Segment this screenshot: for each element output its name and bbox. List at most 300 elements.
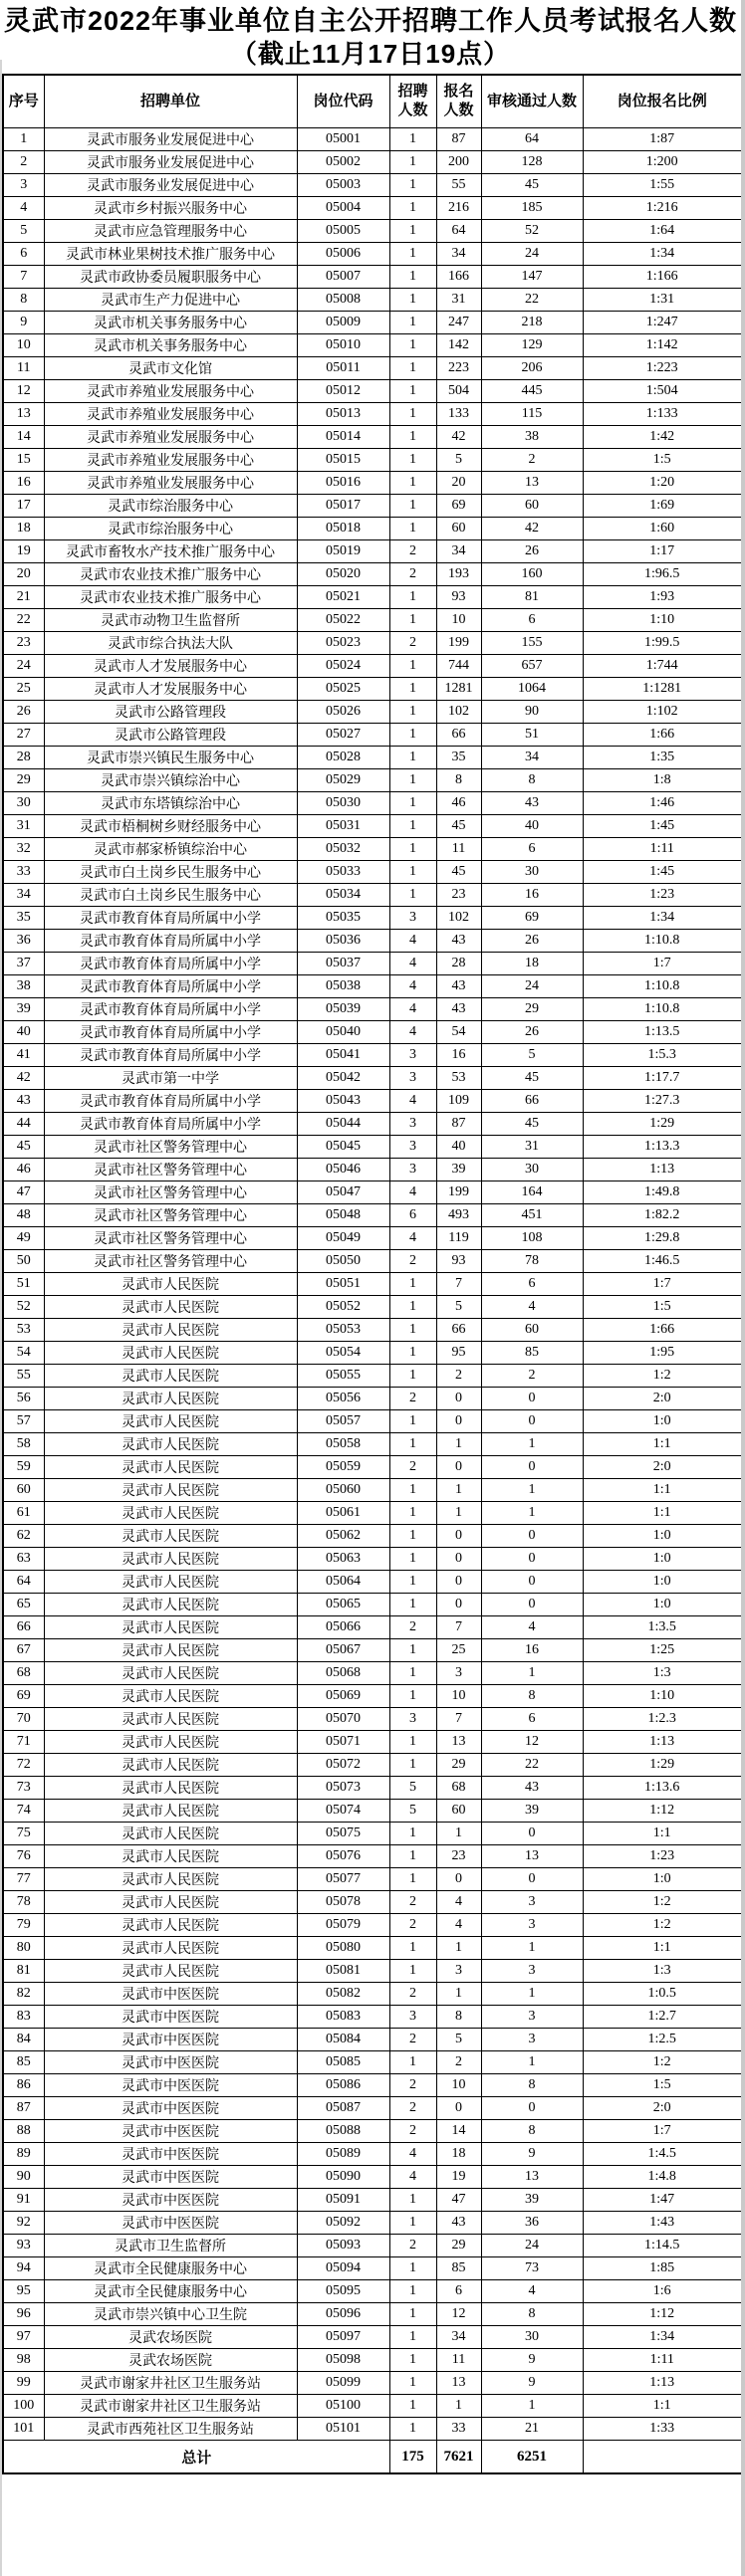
cell-approved: 39: [481, 2189, 583, 2212]
cell-code: 05023: [297, 632, 389, 655]
cell-seq: 74: [3, 1800, 44, 1823]
cell-applied: 35: [436, 747, 481, 769]
cell-applied: 5: [436, 449, 481, 472]
cell-applied: 93: [436, 586, 481, 609]
cell-seq: 62: [3, 1525, 44, 1548]
cell-approved: 39: [481, 1800, 583, 1823]
cell-unit: 灵武市中医医院: [44, 2189, 297, 2212]
cell-ratio: 1:60: [583, 518, 742, 540]
table-row: [3, 2189, 742, 2212]
cell-unit: 灵武市人民医院: [44, 1502, 297, 1525]
cell-unit: 灵武市综治服务中心: [44, 518, 297, 540]
table-row: [3, 1548, 742, 1571]
table-row: [3, 495, 742, 518]
cell-seq: 67: [3, 1639, 44, 1662]
cell-code: 05034: [297, 884, 389, 907]
cell-approved: 1: [481, 1502, 583, 1525]
table-row: [3, 655, 742, 678]
cell-ratio: 1:17: [583, 540, 742, 563]
cell-recruit: 1: [389, 289, 436, 312]
cell-seq: 41: [3, 1044, 44, 1067]
cell-ratio: 1:1281: [583, 678, 742, 701]
cell-recruit: 1: [389, 1823, 436, 1845]
cell-code: 05048: [297, 1204, 389, 1227]
cell-approved: 9: [481, 2372, 583, 2395]
cell-approved: 1: [481, 1433, 583, 1456]
table-row: [3, 1204, 742, 1227]
cell-code: 05029: [297, 769, 389, 792]
table-row: [3, 2418, 742, 2441]
cell-recruit: 1: [389, 815, 436, 838]
cell-ratio: 1:64: [583, 220, 742, 243]
table-row: [3, 1525, 742, 1548]
cell-unit: 灵武市文化馆: [44, 357, 297, 380]
cell-ratio: 1:12: [583, 1800, 742, 1823]
cell-seq: 75: [3, 1823, 44, 1845]
cell-approved: 160: [481, 563, 583, 586]
cell-unit: 灵武市社区警务管理中心: [44, 1204, 297, 1227]
cell-seq: 27: [3, 724, 44, 747]
cell-unit: 灵武市教育体育局所属中小学: [44, 907, 297, 930]
cell-recruit: 1: [389, 2280, 436, 2303]
cell-ratio: 1:7: [583, 1273, 742, 1296]
table-row: [3, 2051, 742, 2074]
table-row: [3, 540, 742, 563]
cell-approved: 60: [481, 495, 583, 518]
cell-ratio: 1:33: [583, 2418, 742, 2441]
cell-unit: 灵武市人民医院: [44, 1685, 297, 1708]
cell-recruit: 1: [389, 449, 436, 472]
cell-approved: 0: [481, 1525, 583, 1548]
cell-applied: 0: [436, 1410, 481, 1433]
cell-approved: 66: [481, 1090, 583, 1113]
cell-recruit: 1: [389, 174, 436, 197]
cell-applied: 0: [436, 1456, 481, 1479]
cell-unit: 灵武市动物卫生监督所: [44, 609, 297, 632]
cell-applied: 39: [436, 1159, 481, 1181]
cell-seq: 15: [3, 449, 44, 472]
table-row: [3, 1250, 742, 1273]
table-row: [3, 403, 742, 426]
cell-approved: 60: [481, 1319, 583, 1342]
cell-seq: 9: [3, 312, 44, 334]
cell-applied: 12: [436, 2303, 481, 2326]
table-row: [3, 2326, 742, 2349]
table-header: [3, 75, 742, 128]
cell-approved: 8: [481, 2303, 583, 2326]
cell-ratio: 1:46: [583, 792, 742, 815]
cell-unit: 灵武市白土岗乡民生服务中心: [44, 861, 297, 884]
cell-seq: 71: [3, 1731, 44, 1754]
cell-ratio: 1:93: [583, 586, 742, 609]
cell-recruit: 4: [389, 975, 436, 998]
table-row: [3, 678, 742, 701]
table-row: [3, 1594, 742, 1616]
cell-approved: 0: [481, 1410, 583, 1433]
table-row: [3, 1159, 742, 1181]
cell-ratio: 1:10.8: [583, 930, 742, 953]
cell-seq: 95: [3, 2280, 44, 2303]
cell-recruit: 1: [389, 2189, 436, 2212]
cell-approved: 24: [481, 243, 583, 266]
cell-recruit: 1: [389, 312, 436, 334]
cell-recruit: 2: [389, 2074, 436, 2097]
cell-code: 05089: [297, 2143, 389, 2166]
cell-ratio: 1:99.5: [583, 632, 742, 655]
cell-approved: 128: [481, 151, 583, 174]
cell-unit: 灵武市人民医院: [44, 1456, 297, 1479]
cell-unit: 灵武市生产力促进中心: [44, 289, 297, 312]
cell-applied: 0: [436, 2097, 481, 2120]
cell-approved: 34: [481, 747, 583, 769]
cell-approved: 30: [481, 1159, 583, 1181]
cell-seq: 93: [3, 2235, 44, 2257]
cell-seq: 13: [3, 403, 44, 426]
cell-applied: 119: [436, 1227, 481, 1250]
cell-code: 05017: [297, 495, 389, 518]
cell-approved: 8: [481, 769, 583, 792]
cell-seq: 36: [3, 930, 44, 953]
cell-code: 05064: [297, 1571, 389, 1594]
table-row: [3, 1845, 742, 1868]
cell-applied: 55: [436, 174, 481, 197]
cell-code: 05060: [297, 1479, 389, 1502]
cell-ratio: 1:2: [583, 1365, 742, 1388]
table-row: [3, 2120, 742, 2143]
cell-ratio: 1:43: [583, 2212, 742, 2235]
table-row: [3, 2280, 742, 2303]
cell-ratio: 1:200: [583, 151, 742, 174]
cell-code: 05057: [297, 1410, 389, 1433]
cell-applied: 29: [436, 2235, 481, 2257]
cell-unit: 灵武市中医医院: [44, 1983, 297, 2006]
cell-recruit: 2: [389, 632, 436, 655]
cell-seq: 54: [3, 1342, 44, 1365]
cell-recruit: 1: [389, 266, 436, 289]
cell-ratio: 1:0: [583, 1548, 742, 1571]
cell-recruit: 3: [389, 1159, 436, 1181]
table-row: [3, 861, 742, 884]
cell-unit: 灵武市第一中学: [44, 1067, 297, 1090]
cell-seq: 30: [3, 792, 44, 815]
table-row: [3, 220, 742, 243]
cell-approved: 0: [481, 1823, 583, 1845]
cell-seq: 50: [3, 1250, 44, 1273]
cell-recruit: 2: [389, 563, 436, 586]
cell-unit: 灵武市全民健康服务中心: [44, 2257, 297, 2280]
table-row: [3, 2143, 742, 2166]
table-row: [3, 1365, 742, 1388]
cell-ratio: 1:1: [583, 1433, 742, 1456]
cell-seq: 40: [3, 1021, 44, 1044]
cell-seq: 51: [3, 1273, 44, 1296]
table-row: [3, 1983, 742, 2006]
cell-recruit: 1: [389, 2051, 436, 2074]
cell-applied: 1: [436, 1937, 481, 1960]
cell-unit: 灵武市公路管理段: [44, 724, 297, 747]
cell-code: 05001: [297, 128, 389, 151]
table-row: [3, 2257, 742, 2280]
cell-approved: 13: [481, 2166, 583, 2189]
cell-recruit: 1: [389, 792, 436, 815]
cell-seq: 80: [3, 1937, 44, 1960]
cell-unit: 灵武市人民医院: [44, 1319, 297, 1342]
cell-seq: 63: [3, 1548, 44, 1571]
cell-ratio: 1:504: [583, 380, 742, 403]
table-body: [3, 128, 742, 2441]
cell-unit: 灵武市人民医院: [44, 1662, 297, 1685]
cell-recruit: 1: [389, 197, 436, 220]
cell-recruit: 1: [389, 1685, 436, 1708]
table-row: [3, 563, 742, 586]
cell-unit: 灵武市服务业发展促进中心: [44, 151, 297, 174]
cell-code: 05066: [297, 1616, 389, 1639]
cell-code: 05075: [297, 1823, 389, 1845]
cell-unit: 灵武市人民医院: [44, 1708, 297, 1731]
cell-ratio: 1:1: [583, 1823, 742, 1845]
cell-unit: 灵武市人民医院: [44, 1914, 297, 1937]
cell-seq: 70: [3, 1708, 44, 1731]
cell-code: 05063: [297, 1548, 389, 1571]
cell-approved: 0: [481, 1456, 583, 1479]
cell-applied: 504: [436, 380, 481, 403]
cell-recruit: 4: [389, 1181, 436, 1204]
cell-seq: 88: [3, 2120, 44, 2143]
cell-ratio: 2:0: [583, 1388, 742, 1410]
cell-ratio: 1:142: [583, 334, 742, 357]
page-title: [0, 0, 741, 74]
cell-applied: 1: [436, 1502, 481, 1525]
cell-seq: 101: [3, 2418, 44, 2441]
cell-seq: 59: [3, 1456, 44, 1479]
cell-seq: 26: [3, 701, 44, 724]
cell-code: 05030: [297, 792, 389, 815]
cell-recruit: 1: [389, 2349, 436, 2372]
cell-recruit: 4: [389, 953, 436, 975]
cell-approved: 6: [481, 1273, 583, 1296]
cell-approved: 73: [481, 2257, 583, 2280]
cell-approved: 6: [481, 838, 583, 861]
cell-recruit: 1: [389, 701, 436, 724]
cell-applied: 11: [436, 2349, 481, 2372]
cell-seq: 92: [3, 2212, 44, 2235]
cell-ratio: 1:14.5: [583, 2235, 742, 2257]
cell-approved: 3: [481, 1914, 583, 1937]
cell-approved: 42: [481, 518, 583, 540]
table-row: [3, 1914, 742, 1937]
cell-unit: 灵武市教育体育局所属中小学: [44, 953, 297, 975]
cell-approved: 115: [481, 403, 583, 426]
cell-code: 05092: [297, 2212, 389, 2235]
cell-unit: 灵武市养殖业发展服务中心: [44, 472, 297, 495]
table-row: [3, 1502, 742, 1525]
cell-approved: 9: [481, 2349, 583, 2372]
cell-seq: 19: [3, 540, 44, 563]
cell-applied: 109: [436, 1090, 481, 1113]
cell-unit: 灵武市中医医院: [44, 2166, 297, 2189]
cell-ratio: 1:5.3: [583, 1044, 742, 1067]
cell-recruit: 3: [389, 1044, 436, 1067]
cell-approved: 43: [481, 1777, 583, 1800]
cell-ratio: 1:13.5: [583, 1021, 742, 1044]
cell-approved: 185: [481, 197, 583, 220]
cell-ratio: 1:55: [583, 174, 742, 197]
cell-ratio: 1:2.7: [583, 2006, 742, 2029]
cell-applied: 199: [436, 632, 481, 655]
cell-ratio: 1:166: [583, 266, 742, 289]
total-label: 总计: [3, 2441, 389, 2474]
cell-recruit: 1: [389, 2418, 436, 2441]
table-row: [3, 1777, 742, 1800]
cell-approved: 22: [481, 289, 583, 312]
cell-applied: 23: [436, 1845, 481, 1868]
cell-code: 05022: [297, 609, 389, 632]
cell-code: 05012: [297, 380, 389, 403]
cell-unit: 灵武市人才发展服务中心: [44, 655, 297, 678]
cell-applied: 493: [436, 1204, 481, 1227]
cell-applied: 2: [436, 1365, 481, 1388]
table-row: [3, 907, 742, 930]
cell-approved: 1: [481, 1937, 583, 1960]
cell-approved: 31: [481, 1136, 583, 1159]
cell-code: 05094: [297, 2257, 389, 2280]
cell-approved: 6: [481, 1708, 583, 1731]
cell-recruit: 1: [389, 2326, 436, 2349]
header-row: [3, 75, 742, 128]
cell-applied: 0: [436, 1388, 481, 1410]
cell-unit: 灵武市东塔镇综治中心: [44, 792, 297, 815]
cell-recruit: 1: [389, 1479, 436, 1502]
cell-ratio: 1:45: [583, 815, 742, 838]
cell-recruit: 2: [389, 1616, 436, 1639]
cell-seq: 79: [3, 1914, 44, 1937]
table-row: [3, 266, 742, 289]
cell-recruit: 1: [389, 678, 436, 701]
cell-code: 05014: [297, 426, 389, 449]
cell-code: 05072: [297, 1754, 389, 1777]
cell-recruit: 1: [389, 1571, 436, 1594]
cell-code: 05069: [297, 1685, 389, 1708]
cell-code: 05100: [297, 2395, 389, 2418]
cell-ratio: 1:0: [583, 1868, 742, 1891]
total-row: [3, 2441, 742, 2474]
table-row: [3, 334, 742, 357]
cell-code: 05087: [297, 2097, 389, 2120]
cell-ratio: 1:66: [583, 724, 742, 747]
cell-recruit: 1: [389, 334, 436, 357]
cell-recruit: 3: [389, 1067, 436, 1090]
cell-code: 05084: [297, 2029, 389, 2051]
cell-code: 05047: [297, 1181, 389, 1204]
page-title-line2: （截止11月17日19点）: [230, 39, 511, 69]
table-row: [3, 747, 742, 769]
cell-recruit: 1: [389, 1342, 436, 1365]
cell-approved: 6: [481, 609, 583, 632]
table-row: [3, 724, 742, 747]
cell-seq: 87: [3, 2097, 44, 2120]
table-row: [3, 1342, 742, 1365]
cell-approved: 8: [481, 2120, 583, 2143]
cell-recruit: 2: [389, 1250, 436, 1273]
cell-applied: 1: [436, 2395, 481, 2418]
cell-applied: 87: [436, 128, 481, 151]
cell-seq: 29: [3, 769, 44, 792]
cell-ratio: 1:11: [583, 2349, 742, 2372]
page-title-line1: 灵武市2022年事业单位自主公开招聘工作人员考试报名人数: [3, 6, 738, 36]
cell-code: 05044: [297, 1113, 389, 1136]
cell-code: 05037: [297, 953, 389, 975]
cell-ratio: 1:1: [583, 2395, 742, 2418]
cell-unit: 灵武市人民医院: [44, 1342, 297, 1365]
cell-code: 05088: [297, 2120, 389, 2143]
table-row: [3, 884, 742, 907]
cell-applied: 60: [436, 1800, 481, 1823]
cell-applied: 64: [436, 220, 481, 243]
cell-applied: 744: [436, 655, 481, 678]
cell-seq: 20: [3, 563, 44, 586]
cell-code: 05096: [297, 2303, 389, 2326]
table-row: [3, 2212, 742, 2235]
cell-approved: 69: [481, 907, 583, 930]
cell-applied: 223: [436, 357, 481, 380]
cell-applied: 46: [436, 792, 481, 815]
cell-seq: 81: [3, 1960, 44, 1983]
cell-code: 05061: [297, 1502, 389, 1525]
cell-ratio: 1:29: [583, 1113, 742, 1136]
cell-unit: 灵武市谢家井社区卫生服务站: [44, 2372, 297, 2395]
cell-recruit: 1: [389, 1662, 436, 1685]
cell-applied: 14: [436, 2120, 481, 2143]
table-row: [3, 1044, 742, 1067]
cell-approved: 52: [481, 220, 583, 243]
table-row: [3, 2166, 742, 2189]
cell-recruit: 4: [389, 2166, 436, 2189]
cell-applied: 34: [436, 243, 481, 266]
cell-applied: 7: [436, 1616, 481, 1639]
table-row: [3, 1067, 742, 1090]
cell-recruit: 2: [389, 2120, 436, 2143]
cell-approved: 29: [481, 998, 583, 1021]
cell-applied: 247: [436, 312, 481, 334]
cell-recruit: 1: [389, 1525, 436, 1548]
cell-unit: 灵武市人民医院: [44, 1273, 297, 1296]
cell-ratio: 1:25: [583, 1639, 742, 1662]
cell-code: 05011: [297, 357, 389, 380]
cell-code: 05090: [297, 2166, 389, 2189]
cell-recruit: 1: [389, 2212, 436, 2235]
cell-applied: 7: [436, 1273, 481, 1296]
cell-unit: 灵武市中医医院: [44, 2074, 297, 2097]
cell-recruit: 2: [389, 1983, 436, 2006]
cell-unit: 灵武市人民医院: [44, 1433, 297, 1456]
cell-ratio: 1:95: [583, 1342, 742, 1365]
table-row: [3, 2029, 742, 2051]
table-row: [3, 1090, 742, 1113]
cell-code: 05056: [297, 1388, 389, 1410]
table-row: [3, 1296, 742, 1319]
cell-code: 05028: [297, 747, 389, 769]
cell-code: 05002: [297, 151, 389, 174]
cell-code: 05043: [297, 1090, 389, 1113]
header-ratio: 岗位报名比例: [583, 75, 742, 128]
cell-applied: 4: [436, 1891, 481, 1914]
cell-unit: 灵武市卫生监督所: [44, 2235, 297, 2257]
table-row: [3, 975, 742, 998]
cell-recruit: 2: [389, 2097, 436, 2120]
cell-recruit: 4: [389, 1227, 436, 1250]
page-edge-left: [0, 60, 2, 2576]
cell-unit: 灵武市崇兴镇民生服务中心: [44, 747, 297, 769]
